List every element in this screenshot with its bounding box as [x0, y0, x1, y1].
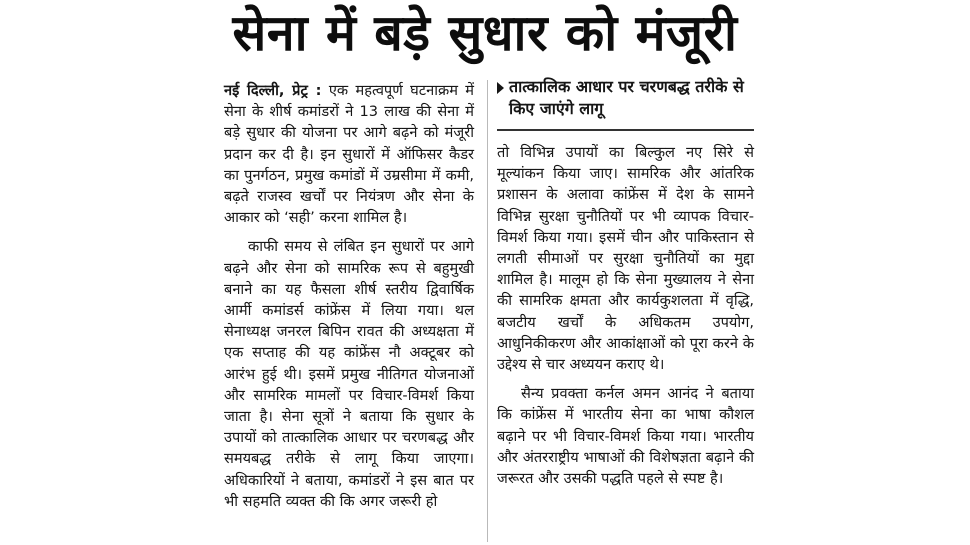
- subhead-underline: [497, 129, 754, 131]
- article-paragraph-1-text: एक महत्वपूर्ण घटनाक्रम में सेना के शीर्ष कमांडरों ने 13 लाख की सेना में बड़े सुधार की योजना पर आगे बढ़ने को मंजूरी प्रदान कर दी है। इन सुधारों में ऑफिसर कैडर का पुनर्गठन, प्रमुख कमांडों में उम्रसीमा में कमी, बढ़ते राजस्व खर्चों पर नियंत्रण और सेना के आकार को ‘सही’ करना शामिल है।: [224, 82, 475, 227]
- article-paragraph-2: काफी समय से लंबित इन सुधारों पर आगे बढ़ने और सेना को सामरिक रूप से बहुमुखी बनाने का यह फैसला शीर्ष स्तरीय द्विवार्षिक आर्मी कमांडर्स कांफ्रेंस में लिया गया। थल सेनाध्यक्ष जनरल बिपिन रावत की अध्यक्षता में एक सप्ताह की यह कांफ्रेंस नौ अक्टूबर को आरंभ हुई थी। इसमें प्रमुख नीतिगत योजनाओं और सामरिक मामलों पर विचार-विमर्श किया जाता है। सेना सूत्रों ने बताया कि सुधार के उपायों को तात्कालिक आधार पर चरणबद्ध और समयबद्ध तरीके से लागू किया जाएगा। अधिकारियों ने बताया, कमांडरों ने इस बात पर भी सहमति व्यक्त की कि अगर जरूरी हो: [224, 238, 474, 510]
- article-paragraph-1: [224, 80, 474, 228]
- column-divider: [487, 80, 488, 542]
- article-right-column: [497, 142, 754, 489]
- article-paragraph-3: तो विभिन्न उपायों का बिल्कुल नए सिरे से मूल्यांकन किया जाए। सामरिक और आंतरिक प्रशासन के अलावा कांफ्रेंस में देश के सामने विभिन्न सुरक्षा चुनौतियों पर भी व्यापक विचार-विमर्श किया गया। इसमें चीन और पाकिस्तान से लगती सीमाओं पर सुरक्षा चुनौतियों का मुद्दा शामिल है। मालूम हो कि सेना मुख्यालय ने सेना की सामरिक क्षमता और कार्यकुशलता में वृद्धि, बजटीय खर्चों के अधिकतम उपयोग, आधुनिकीकरण और आकांक्षाओं को पूरा करने के उद्देश्य से चार अध्ययन कराए थे।: [497, 144, 754, 374]
- arrow-icon: [497, 82, 504, 94]
- subhead: [497, 76, 755, 120]
- subhead-text: तात्कालिक आधार पर चरणबद्ध तरीके से किए जाएंगे लागू: [509, 77, 744, 118]
- article-left-column: [224, 80, 474, 512]
- article-paragraph-4: सैन्य प्रवक्ता कर्नल अमन आनंद ने बताया कि कांफ्रेंस में भारतीय सेना का भाषा कौशल बढ़ाने पर भी विचार-विमर्श किया गया। भारतीय और अंतरराष्ट्रीय भाषाओं की विशेषज्ञता बढ़ाने की जरूरत और उसकी पद्धति पहले से स्पष्ट है।: [497, 385, 754, 488]
- headline: सेना में बड़े सुधार को मंजूरी: [232, 4, 738, 62]
- dateline: नई दिल्ली, प्रेट्र :: [224, 82, 322, 99]
